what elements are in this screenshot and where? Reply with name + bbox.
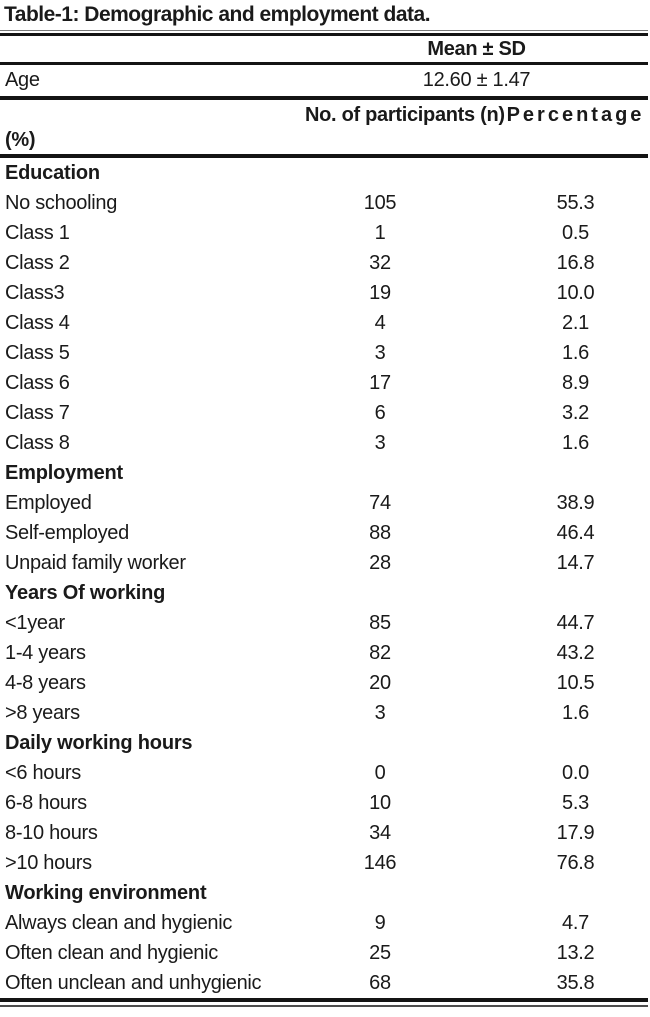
row-label: Class3 [5, 282, 65, 304]
column-gap [455, 278, 503, 308]
table-row [0, 278, 648, 308]
age-value: 12.60 ± 1.47 [422, 69, 531, 91]
mean-sd-header-row [0, 36, 648, 62]
row-label: Unpaid family worker [5, 552, 186, 574]
table-row [0, 488, 648, 518]
column-gap [455, 848, 503, 878]
row-participants-value: 82 [369, 642, 391, 664]
percentage-column-header: Percentage [506, 104, 645, 126]
row-percentage-value: 13.2 [556, 942, 595, 964]
age-label: Age [5, 69, 40, 91]
row-label: Class 6 [5, 372, 70, 394]
row-participants-value: 25 [369, 942, 391, 964]
row-label: 1-4 years [5, 642, 86, 664]
section-title: Employment [5, 462, 124, 484]
row-label: No schooling [5, 192, 118, 214]
column-gap [455, 758, 503, 788]
column-gap [455, 100, 503, 128]
row-participants-value: 4 [374, 312, 386, 334]
column-gap [455, 698, 503, 728]
row-participants-value: 3 [374, 432, 386, 454]
row-participants-value: 105 [363, 192, 397, 214]
column-gap [455, 398, 503, 428]
table-row [0, 758, 648, 788]
row-percentage-value: 14.7 [556, 552, 595, 574]
column-gap [455, 368, 503, 398]
column-gap [455, 608, 503, 638]
row-percentage-value: 35.8 [556, 972, 595, 994]
row-label: Employed [5, 492, 92, 514]
column-gap [455, 428, 503, 458]
row-label: 4-8 years [5, 672, 86, 694]
column-gap [455, 218, 503, 248]
column-gap [455, 518, 503, 548]
row-label: Class 8 [5, 432, 70, 454]
row-percentage-value: 3.2 [562, 402, 589, 424]
row-participants-value: 88 [369, 522, 391, 544]
row-percentage-value: 16.8 [556, 252, 595, 274]
section-header-row [0, 158, 648, 188]
row-percentage-value: 43.2 [556, 642, 595, 664]
row-participants-value: 32 [369, 252, 391, 274]
table-row [0, 548, 648, 578]
column-gap [455, 938, 503, 968]
section-title: Years Of working [5, 582, 166, 604]
row-participants-value: 85 [369, 612, 391, 634]
column-gap [455, 248, 503, 278]
column-gap [455, 188, 503, 218]
row-percentage-value: 10.5 [556, 672, 595, 694]
table-row [0, 938, 648, 968]
column-header-block [0, 100, 650, 154]
column-gap [455, 668, 503, 698]
row-label: Often clean and hygienic [5, 942, 218, 964]
row-label: Often unclean and unhygienic [5, 972, 262, 994]
row-label: 8-10 hours [5, 822, 98, 844]
row-participants-value: 1 [374, 222, 386, 244]
table-row [0, 698, 648, 728]
mean-sd-header: Mean ± SD [427, 38, 526, 60]
column-gap [455, 638, 503, 668]
row-label: Class 4 [5, 312, 70, 334]
column-gap [455, 548, 503, 578]
row-percentage-value: 1.6 [562, 432, 589, 454]
table-row [0, 968, 648, 998]
row-participants-value: 28 [369, 552, 391, 574]
column-gap [455, 908, 503, 938]
table-row [0, 848, 648, 878]
table-row [0, 188, 648, 218]
row-label: <6 hours [5, 762, 81, 784]
table-row [0, 908, 648, 938]
table-row [0, 248, 648, 278]
table-row [0, 308, 648, 338]
table-title: Table-1: Demographic and employment data. [4, 3, 431, 26]
table-row [0, 338, 648, 368]
row-percentage-value: 1.6 [562, 342, 589, 364]
participants-column-header: No. of participants (n) [305, 104, 505, 126]
row-participants-value: 34 [369, 822, 391, 844]
column-header-spacer [0, 100, 305, 128]
column-gap [455, 488, 503, 518]
row-percentage-value: 5.3 [562, 792, 589, 814]
row-percentage-value: 55.3 [556, 192, 595, 214]
row-percentage-value: 10.0 [556, 282, 595, 304]
row-participants-value: 17 [369, 372, 391, 394]
row-participants-value: 19 [369, 282, 391, 304]
row-participants-value: 74 [369, 492, 391, 514]
section-title: Daily working hours [5, 732, 193, 754]
section-header-row [0, 878, 648, 908]
row-percentage-value: 2.1 [562, 312, 589, 334]
row-label: >8 years [5, 702, 80, 724]
row-percentage-value: 44.7 [556, 612, 595, 634]
section-header-row [0, 578, 648, 608]
percentage-column-header-wrap: (%) [5, 129, 36, 151]
row-participants-value: 3 [374, 702, 386, 724]
row-label: Class 7 [5, 402, 70, 424]
section-header-row [0, 728, 648, 758]
table-row [0, 608, 648, 638]
table-body [0, 158, 650, 998]
column-gap [455, 968, 503, 998]
table-row [0, 368, 648, 398]
table-row [0, 638, 648, 668]
row-participants-value: 9 [374, 912, 386, 934]
row-participants-value: 20 [369, 672, 391, 694]
column-gap [455, 338, 503, 368]
row-percentage-value: 0.5 [562, 222, 589, 244]
table-row [0, 428, 648, 458]
rule-table-bottom [0, 998, 648, 1007]
age-row [0, 65, 648, 96]
row-percentage-value: 38.9 [556, 492, 595, 514]
column-gap [455, 308, 503, 338]
row-percentage-value: 1.6 [562, 702, 589, 724]
mean-sd-header-spacer [0, 36, 305, 62]
row-label: Self-employed [5, 522, 129, 544]
section-title: Education [5, 162, 100, 184]
row-label: Always clean and hygienic [5, 912, 233, 934]
row-label: <1year [5, 612, 65, 634]
row-percentage-value: 46.4 [556, 522, 595, 544]
row-percentage-value: 4.7 [562, 912, 589, 934]
section-header-row [0, 458, 648, 488]
row-label: Class 1 [5, 222, 70, 244]
row-percentage-value: 76.8 [556, 852, 595, 874]
row-percentage-value: 17.9 [556, 822, 595, 844]
row-label: >10 hours [5, 852, 92, 874]
row-percentage-value: 0.0 [562, 762, 589, 784]
table-row [0, 518, 648, 548]
row-percentage-value: 8.9 [562, 372, 589, 394]
table-row [0, 788, 648, 818]
row-participants-value: 146 [363, 852, 397, 874]
table-row [0, 818, 648, 848]
row-participants-value: 10 [369, 792, 391, 814]
row-participants-value: 6 [374, 402, 386, 424]
column-gap [455, 818, 503, 848]
row-participants-value: 68 [369, 972, 391, 994]
table-row [0, 398, 648, 428]
row-participants-value: 0 [374, 762, 386, 784]
row-participants-value: 3 [374, 342, 386, 364]
row-label: 6-8 hours [5, 792, 87, 814]
row-label: Class 2 [5, 252, 70, 274]
table-row [0, 218, 648, 248]
column-gap [455, 788, 503, 818]
table-row [0, 668, 648, 698]
row-label: Class 5 [5, 342, 70, 364]
section-title: Working environment [5, 882, 207, 904]
